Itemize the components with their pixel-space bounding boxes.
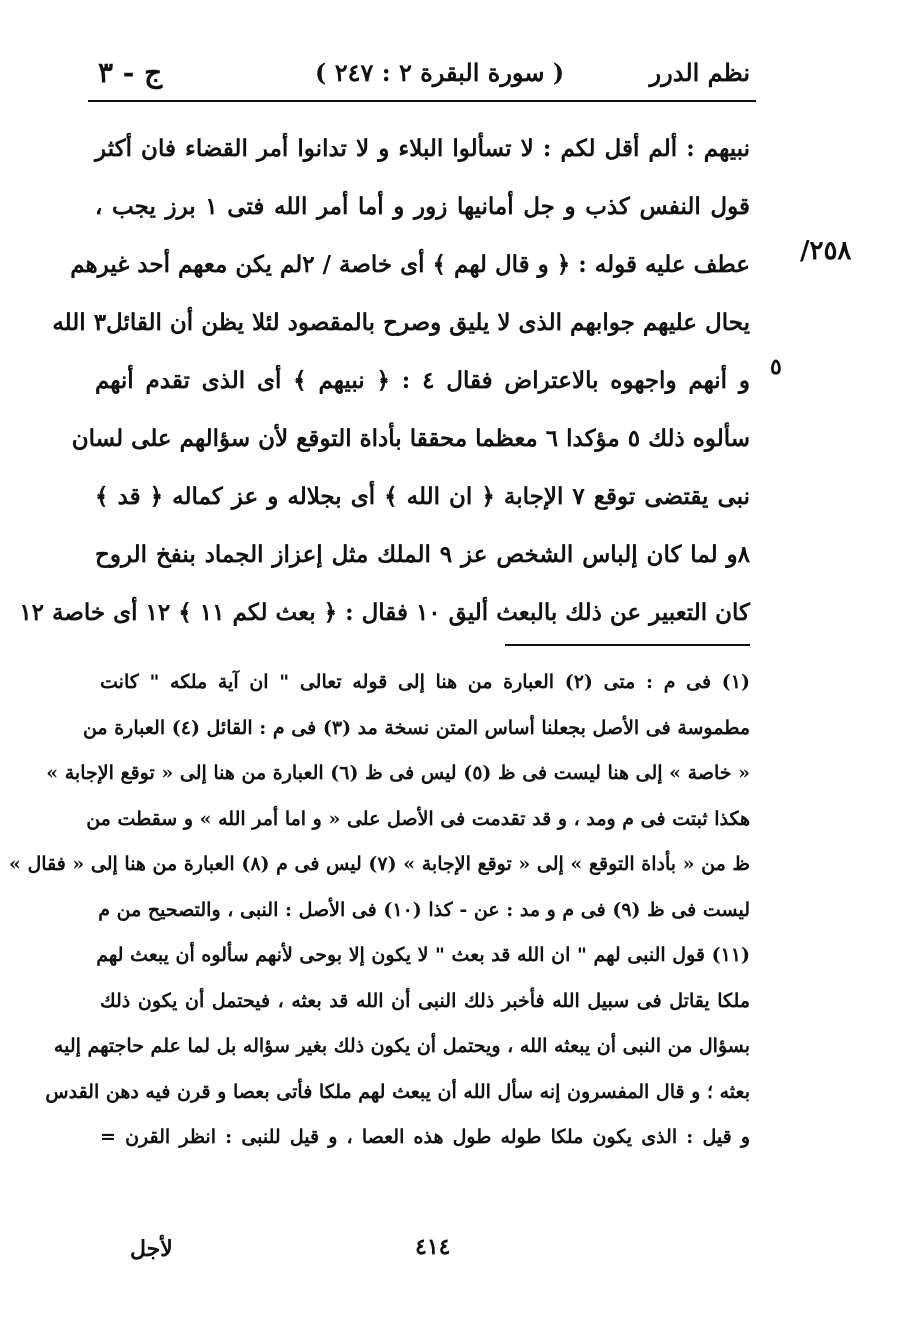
- footnote-line: و قيل : الذى يكون ملكا طوله طول هذه العصا ، و قيل للنبى : انظر القرن =: [100, 1126, 750, 1148]
- footnote-line: بعثه ؛ و قال المفسرون إنه سأل الله أن يبعث لهم ملكا فأتى بعصا و قرن فيه دهن القدس: [45, 1080, 750, 1103]
- footnote-line: هكذا ثبتت فى م ومد ، و قد تقدمت فى الأصل على « و اما أمر الله » و سقطت من: [86, 807, 750, 830]
- footnote-rule: [505, 644, 750, 646]
- book-title: نظم الدرر: [649, 58, 750, 87]
- header-rule: [88, 100, 756, 102]
- margin-line-number: ٥: [770, 354, 782, 380]
- text-line: يحال عليهم جوابهم الذى لا يليق وصرح بالمقصود لئلا يظن أن القائل٣ الله: [52, 309, 750, 336]
- running-header: [90, 52, 750, 96]
- footnote-line: (١١) قول النبى لهم " ان الله قد بعث " لا يكون إلا بوحى لأنهم سألوه أن يبعث لهم: [96, 944, 750, 966]
- text-line: و أنهم واجهوه بالاعتراض فقال ٤ : ﴿ نبيهم ﴾ أى الذى تقدم أنهم: [95, 367, 750, 394]
- footnote-line: بسؤال من النبى أن يبعثه الله ، ويحتمل أن يكون ذلك بغير سؤاله بل لما علم حاجتهم إليه: [53, 1035, 750, 1057]
- footnote-line: ليست فى ظ (٩) فى م و مد : عن - كذا (١٠) فى الأصل : النبى ، والتصحيح من م: [98, 898, 750, 921]
- text-line: سألوه ذلك ٥ مؤكدا ٦ معظما محققا بأداة التوقع لأن سؤالهم على لسان: [71, 425, 750, 452]
- footnote-line: مطموسة فى الأصل بجعلنا أساس المتن نسخة مد (٣) فى م : القائل (٤) العبارة من: [82, 716, 750, 739]
- text-line: نبى يقتضى توقع ٧ الإجابة ﴿ ان الله ﴾ أى بجلاله و عز كماله ﴿ قد ﴾: [95, 483, 750, 510]
- footnote-line: ملكا يقاتل فى سبيل الله فأخبر ذلك النبى أن الله قد بعثه ، فيحتمل أن يكون ذلك: [100, 989, 750, 1012]
- catchword: لأجل: [130, 1236, 173, 1262]
- footnote-line: « خاصة » إلى هنا ليست فى ظ (٥) ليس فى ظ (٦) العبارة من هنا إلى « توقع الإجابة »: [46, 762, 750, 784]
- footnotes: [9, 660, 750, 1161]
- text-line: ٨و لما كان إلباس الشخص عز ٩ الملك مثل إعزاز الجماد بنفخ الروح: [95, 541, 750, 568]
- footnote-line: (١) فى م : متى (٢) العبارة من هنا إلى قوله تعالى " ان آية ملكه " كانت: [100, 671, 750, 693]
- margin-page-reference: ٢٥٨/: [800, 236, 852, 266]
- text-line: عطف عليه قوله : ﴿ و قال لهم ﴾ أى خاصة / ٢لم يكن معهم أحد غيرهم: [70, 251, 750, 278]
- page-number: ٤١٤: [415, 1234, 451, 1260]
- text-line: نبيهم : ألم أقل لكم : لا تسألوا البلاء و لا تدانوا أمر القضاء فان أكثر: [95, 135, 750, 162]
- surah-reference: ( سورة البقرة ٢ : ٢٤٧ ): [315, 58, 565, 87]
- footnote-line: ظ من « بأداة التوقع » إلى « توقع الإجابة » (٧) ليس فى م (٨) العبارة من هنا إلى « فقال »: [9, 853, 750, 875]
- volume-label: ج - ٣: [98, 56, 163, 89]
- main-text: [19, 120, 750, 642]
- text-line: قول النفس كذب و جل أمانيها زور و أما أمر الله فتى ١ برز يجب ،: [95, 193, 750, 220]
- text-line: كان التعبير عن ذلك بالبعث أليق ١٠ فقال : ﴿ بعث لكم ١١ ﴾ ١٢ أى خاصة ١٢: [19, 599, 750, 626]
